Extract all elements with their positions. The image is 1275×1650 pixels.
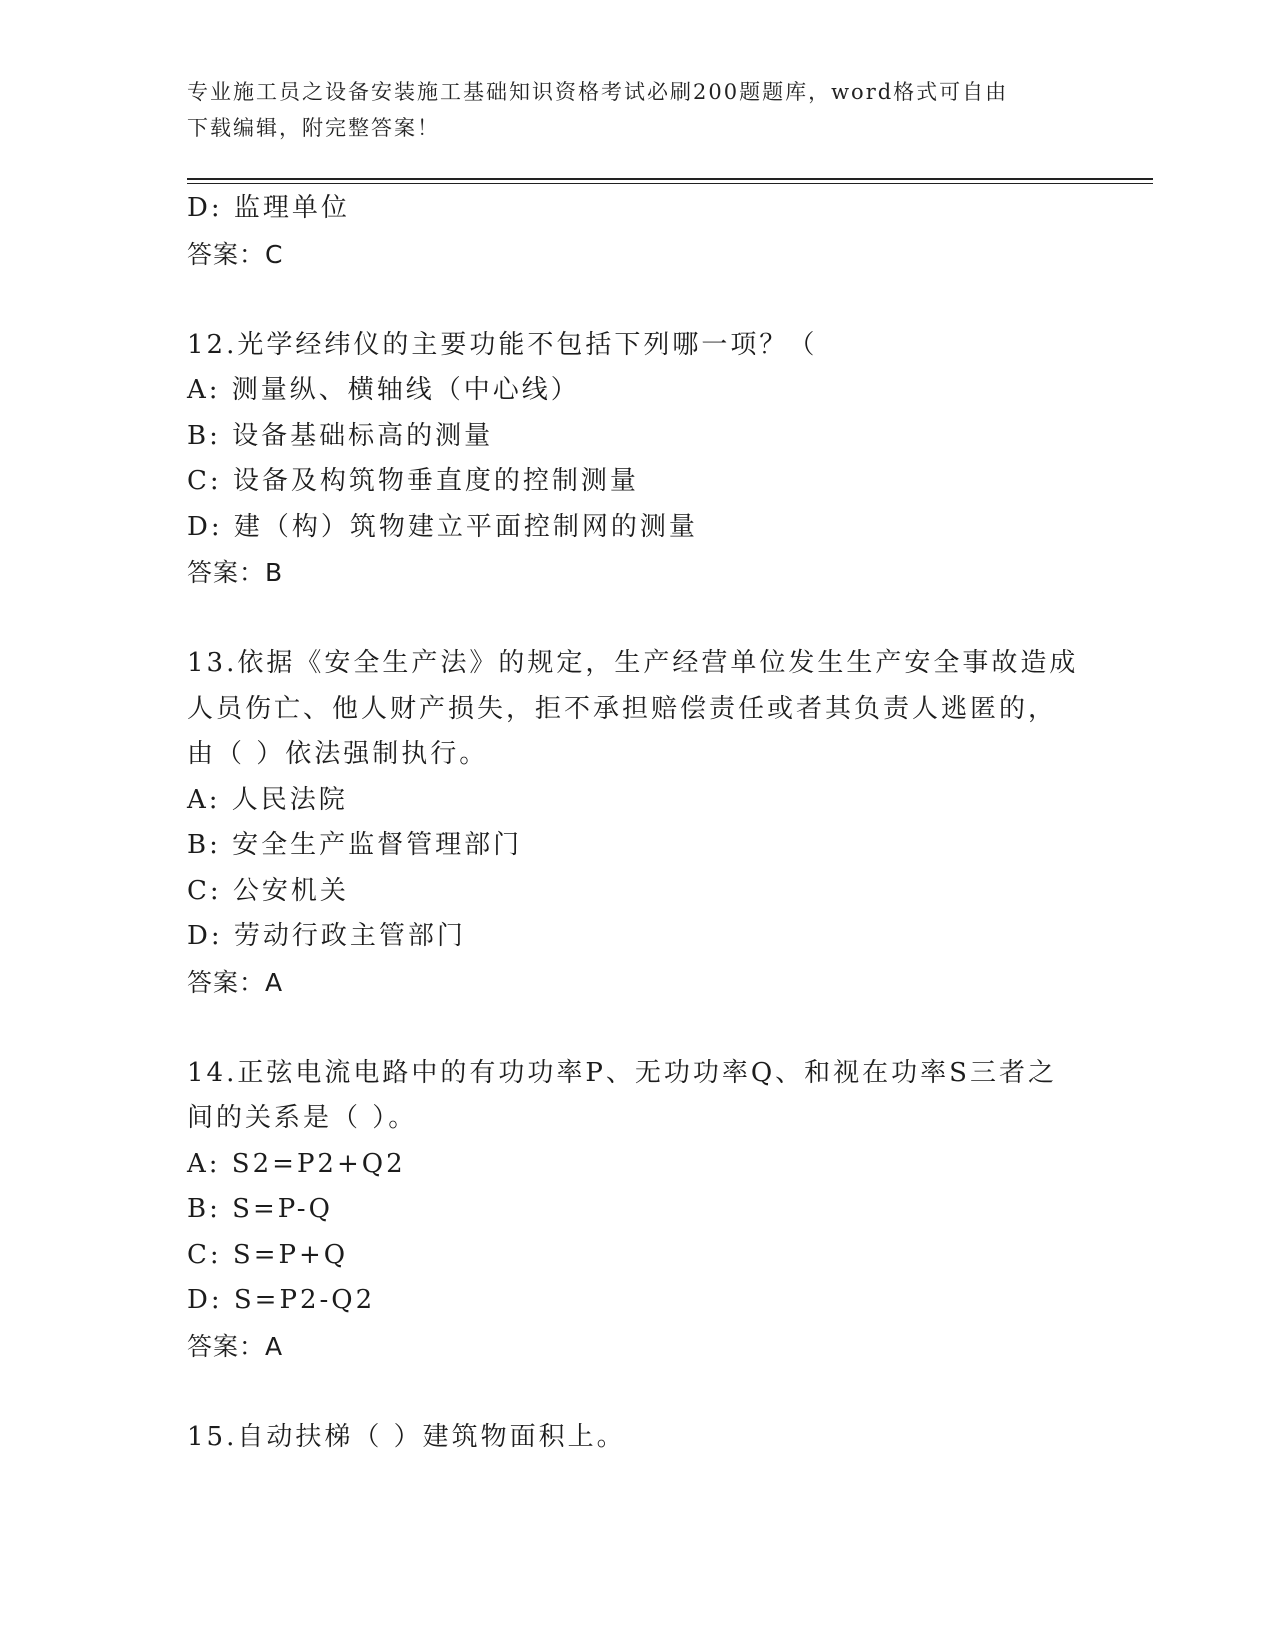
answer-line: 答案：B (187, 558, 284, 587)
question-15 (187, 1415, 1087, 1461)
document-header (187, 74, 1067, 146)
option-d: D: 劳动行政主管部门 (187, 921, 466, 951)
question-stem: 14.正弦电流电路中的有功功率P、无功功率Q、和视在功率S三者之 (187, 1057, 1057, 1088)
question-stem: 13.依据《安全生产法》的规定，生产经营单位发生生产安全事故造成 (187, 648, 1079, 678)
option-b: B: 安全生产监督管理部门 (187, 830, 523, 860)
option-c: C: 设备及构筑物垂直度的控制测量 (187, 466, 639, 496)
option-a: A: S2=P2+Q2 (187, 1148, 406, 1179)
option-d: D: 监理单位 (187, 193, 350, 223)
option-a: A: 测量纵、横轴线（中心线） (187, 375, 580, 405)
option-b: B: 设备基础标高的测量 (187, 420, 494, 451)
question-stem: 15.自动扶梯（ ）建筑物面积上。 (187, 1421, 626, 1452)
question-content (187, 186, 1087, 1460)
question-stem: 间的关系是（ ）。 (187, 1103, 418, 1133)
question-stem: 由（ ）依法强制执行。 (187, 739, 489, 769)
option-d: D: 建（构）筑物建立平面控制网的测量 (187, 511, 698, 542)
question-stem: 人员伤亡、他人财产损失，拒不承担赔偿责任或者其负责人逃匿的， (187, 693, 1058, 724)
option-b: B: S=P-Q (187, 1194, 333, 1224)
option-a: A: 人民法院 (187, 784, 348, 815)
option-c: C: 公安机关 (187, 875, 349, 906)
question-13 (187, 641, 1087, 1005)
header-line-1: 专业施工员之设备安装施工基础知识资格考试必刷200题题库，word格式可自由 (187, 80, 1009, 104)
answer-line: 答案：A (187, 1331, 284, 1361)
question-12 (187, 323, 1087, 596)
question-stem: 12.光学经纬仪的主要功能不包括下列哪一项？（ (187, 329, 818, 360)
option-c: C: S=P+Q (187, 1239, 349, 1270)
spacer (187, 596, 1087, 642)
header-divider-thin (187, 183, 1153, 184)
header-line-2: 下载编辑，附完整答案！ (187, 116, 440, 140)
spacer (187, 1369, 1087, 1415)
answer-line: 答案：C (187, 239, 284, 269)
header-divider-thick (187, 178, 1153, 180)
spacer (187, 277, 1087, 323)
question-14 (187, 1051, 1087, 1370)
answer-line: 答案：A (187, 967, 284, 997)
option-d: D: S=P2-Q2 (187, 1285, 376, 1315)
spacer (187, 1005, 1087, 1051)
